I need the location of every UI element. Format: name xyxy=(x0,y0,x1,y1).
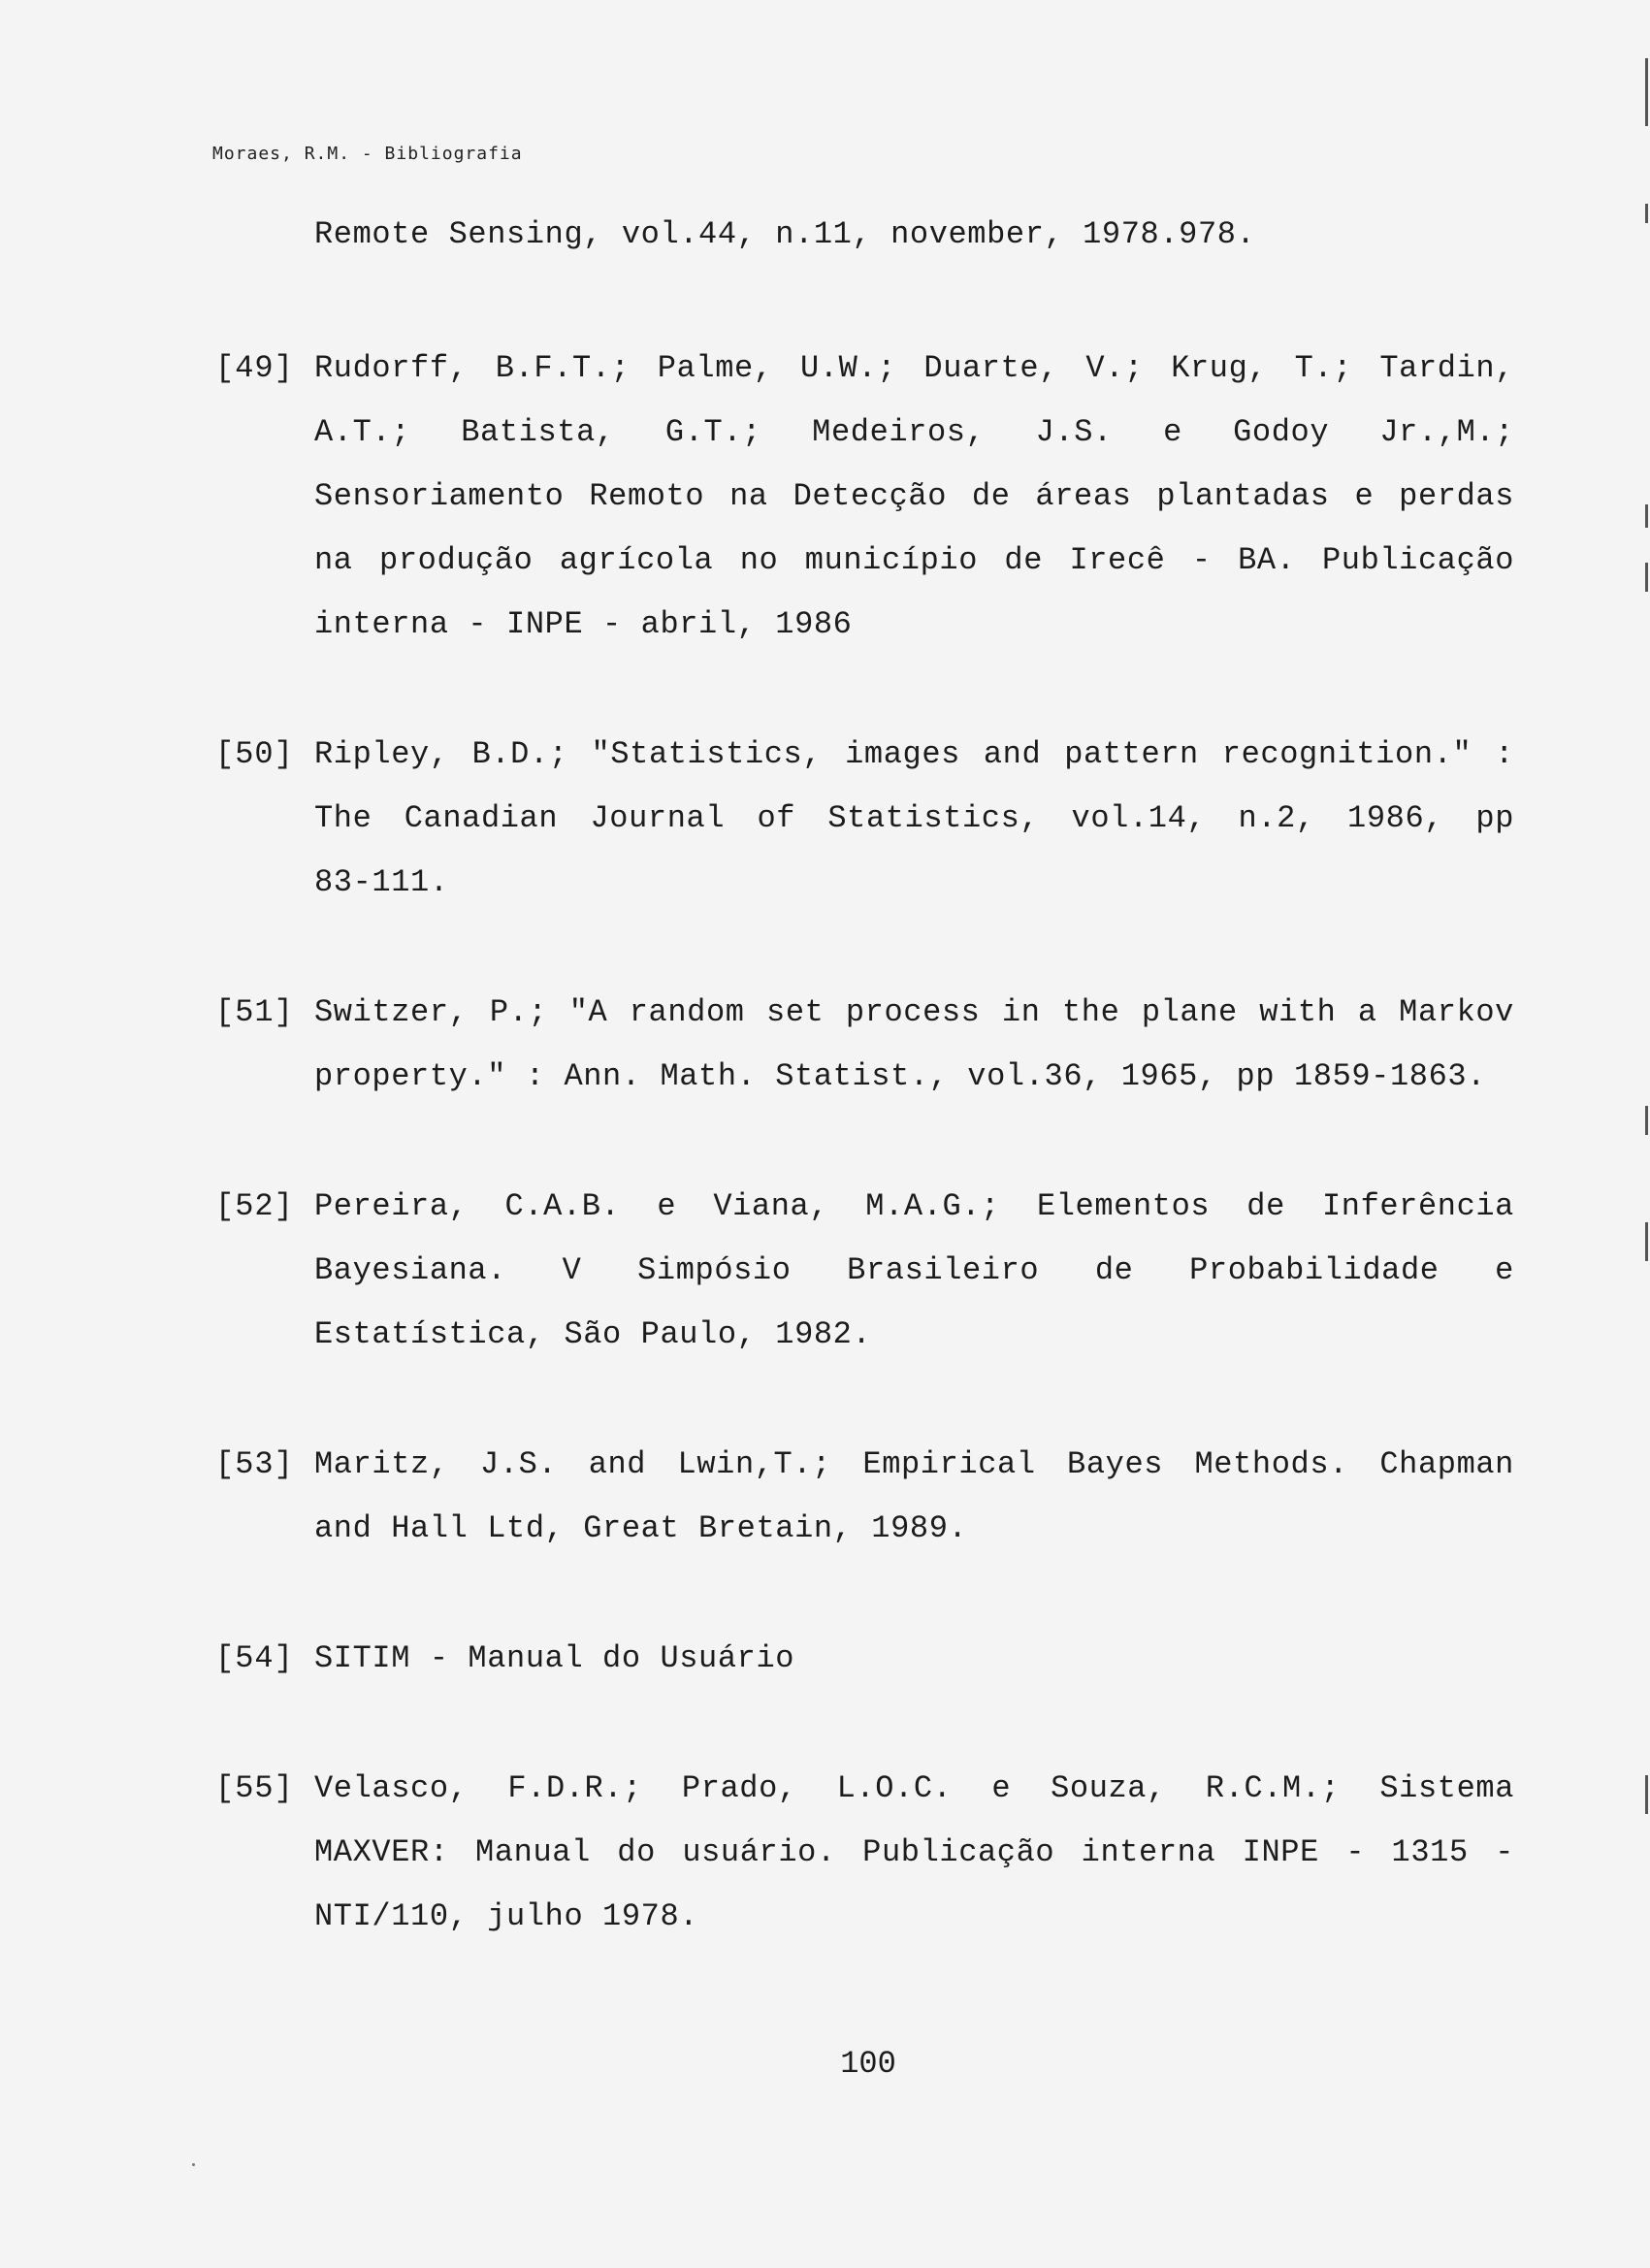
reference-line: SITIM - Manual do Usuário xyxy=(314,1640,795,1676)
reference-line: property." : Ann. Math. Statist., vol.36, 1965, pp 1859-1863. xyxy=(314,1058,1486,1094)
reference-line: The Canadian Journal of Statistics, vol.14, n.2, 1986, pp xyxy=(314,800,1514,836)
reference-line: Maritz, J.S. and Lwin,T.; Empirical Bayes Methods. Chapman xyxy=(314,1446,1514,1482)
reference-line: Ripley, B.D.; "Statistics, images and pattern recognition." : xyxy=(314,736,1514,772)
reference-number: [50] xyxy=(215,736,294,772)
reference-number: [52] xyxy=(215,1188,294,1224)
reference-line: interna - INPE - abril, 1986 xyxy=(314,606,853,642)
reference-line: Pereira, C.A.B. e Viana, M.A.G.; Elementos de Inferência xyxy=(314,1188,1514,1224)
reference-number: [51] xyxy=(215,994,294,1030)
reference-line: and Hall Ltd, Great Bretain, 1989. xyxy=(314,1510,968,1546)
reference-line: Bayesiana. V Simpósio Brasileiro de Probabilidade e xyxy=(314,1252,1514,1288)
scan-edge-mark xyxy=(1645,563,1648,592)
reference-number: [54] xyxy=(215,1640,294,1676)
reference-line: A.T.; Batista, G.T.; Medeiros, J.S. e Godoy Jr.,M.; xyxy=(314,414,1514,450)
running-header: Moraes, R.M. - Bibliografia xyxy=(212,144,523,164)
scan-edge-mark xyxy=(1645,58,1648,126)
reference-line: Rudorff, B.F.T.; Palme, U.W.; Duarte, V.; Krug, T.; Tardin, xyxy=(314,350,1514,386)
reference-line: Velasco, F.D.R.; Prado, L.O.C. e Souza, R.C.M.; Sistema xyxy=(314,1770,1514,1806)
scan-speck xyxy=(192,2163,195,2166)
reference-line: Switzer, P.; "A random set process in the plane with a Markov xyxy=(314,994,1514,1030)
reference-number: [53] xyxy=(215,1446,294,1482)
scan-edge-mark xyxy=(1645,204,1648,223)
page-number: 100 xyxy=(840,2046,896,2082)
reference-line: Estatística, São Paulo, 1982. xyxy=(314,1316,872,1352)
scan-edge-mark xyxy=(1645,1775,1648,1814)
reference-line: Sensoriamento Remoto na Detecção de áreas plantadas e perdas xyxy=(314,478,1514,514)
reference-number: [49] xyxy=(215,350,294,386)
reference-line: MAXVER: Manual do usuário. Publicação interna INPE - 1315 - xyxy=(314,1834,1514,1870)
scan-edge-mark xyxy=(1645,1222,1648,1261)
reference-line: 83-111. xyxy=(314,864,449,900)
reference-line: NTI/110, julho 1978. xyxy=(314,1898,699,1934)
scan-edge-mark xyxy=(1645,504,1648,528)
scan-edge-mark xyxy=(1645,1106,1648,1135)
reference-line: na produção agrícola no município de Irecê - BA. Publicação xyxy=(314,542,1514,578)
continuation-line: Remote Sensing, vol.44, n.11, november, 1978.978. xyxy=(314,216,1256,252)
reference-number: [55] xyxy=(215,1770,294,1806)
